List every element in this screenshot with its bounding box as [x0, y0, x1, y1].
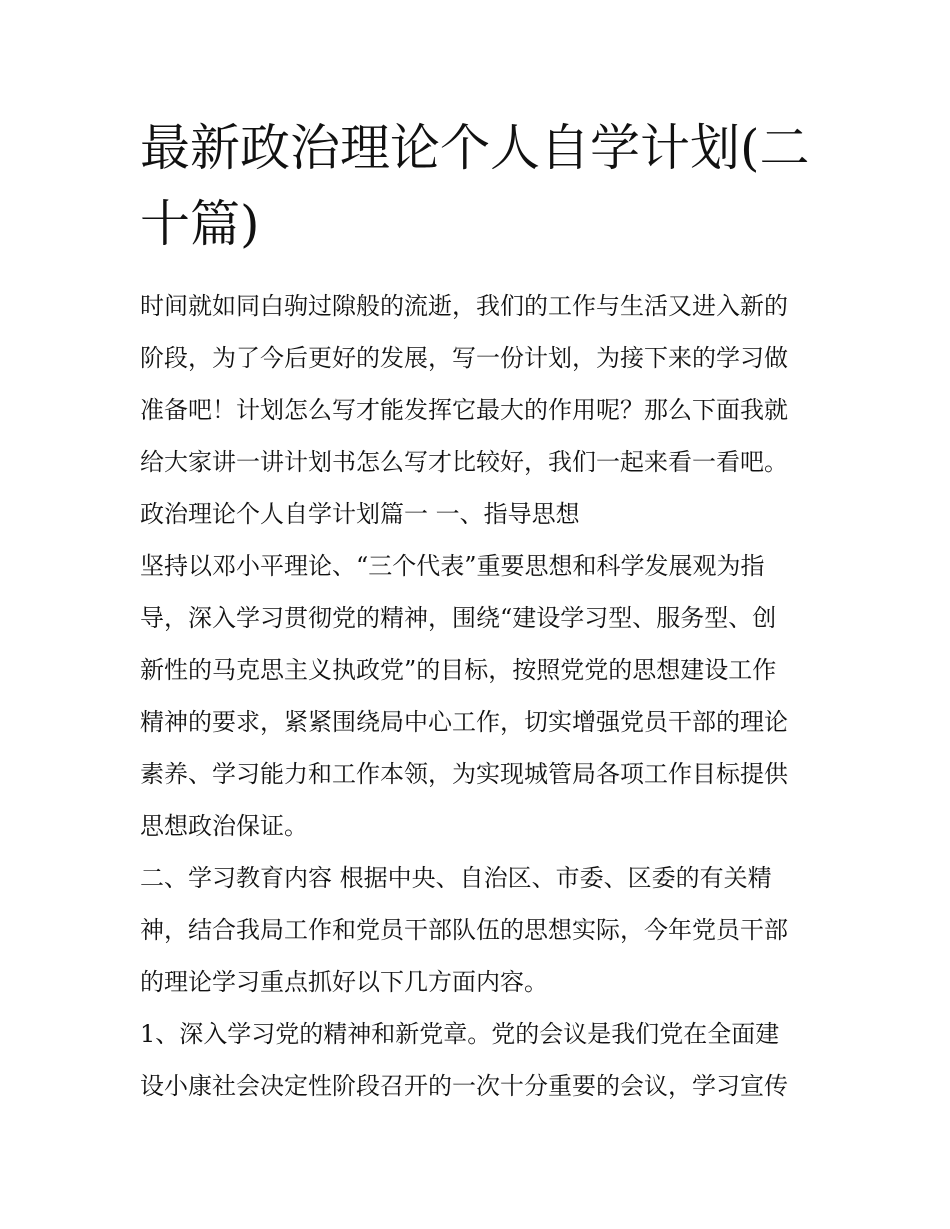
text-line: 导，深入学习贯彻党的精神，围绕“建设学习型、服务型、创: [140, 604, 777, 632]
text-line: 准备吧！计划怎么写才能发挥它最大的作用呢？那么下面我就: [140, 396, 788, 424]
text-line: 二、学习教育内容 根据中央、自治区、市委、区委的有关精: [140, 864, 772, 892]
text-line: 新性的马克思主义执政党”的目标，按照党党的思想建设工作: [140, 656, 777, 684]
text-line: 的理论学习重点抓好以下几方面内容。: [140, 968, 548, 996]
study-content-paragraph: [140, 852, 815, 1008]
document-title: [140, 110, 815, 262]
item-one-paragraph: [140, 1008, 815, 1112]
title-line: 十篇): [140, 195, 260, 253]
text-line: 时间就如同白驹过隙般的流逝，我们的工作与生活又进入新的: [140, 292, 788, 320]
text-line: 坚持以邓小平理论、“三个代表”重要思想和科学发展观为指: [140, 552, 765, 580]
text-line: 1、深入学习党的精神和新党章。党的会议是我们党在全面建: [140, 1020, 780, 1048]
text-line: 政治理论个人自学计划篇一 一、指导思想: [140, 500, 580, 528]
text-line: 思想政治保证。: [140, 812, 308, 840]
document-page: [140, 110, 815, 1112]
text-line: 给大家讲一讲计划书怎么写才比较好，我们一起来看一看吧。: [140, 448, 788, 476]
text-line: 素养、学习能力和工作本领，为实现城管局各项工作目标提供: [140, 760, 788, 788]
title-line: 最新政治理论个人自学计划(二: [140, 119, 810, 177]
text-line: 精神的要求，紧紧围绕局中心工作，切实增强党员干部的理论: [140, 708, 788, 736]
intro-paragraph: [140, 280, 815, 540]
text-line: 神，结合我局工作和党员干部队伍的思想实际，今年党员干部: [140, 916, 788, 944]
guiding-thought-paragraph: [140, 540, 815, 852]
text-line: 设小康社会决定性阶段召开的一次十分重要的会议，学习宣传: [140, 1072, 788, 1100]
text-line: 阶段，为了今后更好的发展，写一份计划，为接下来的学习做: [140, 344, 788, 372]
